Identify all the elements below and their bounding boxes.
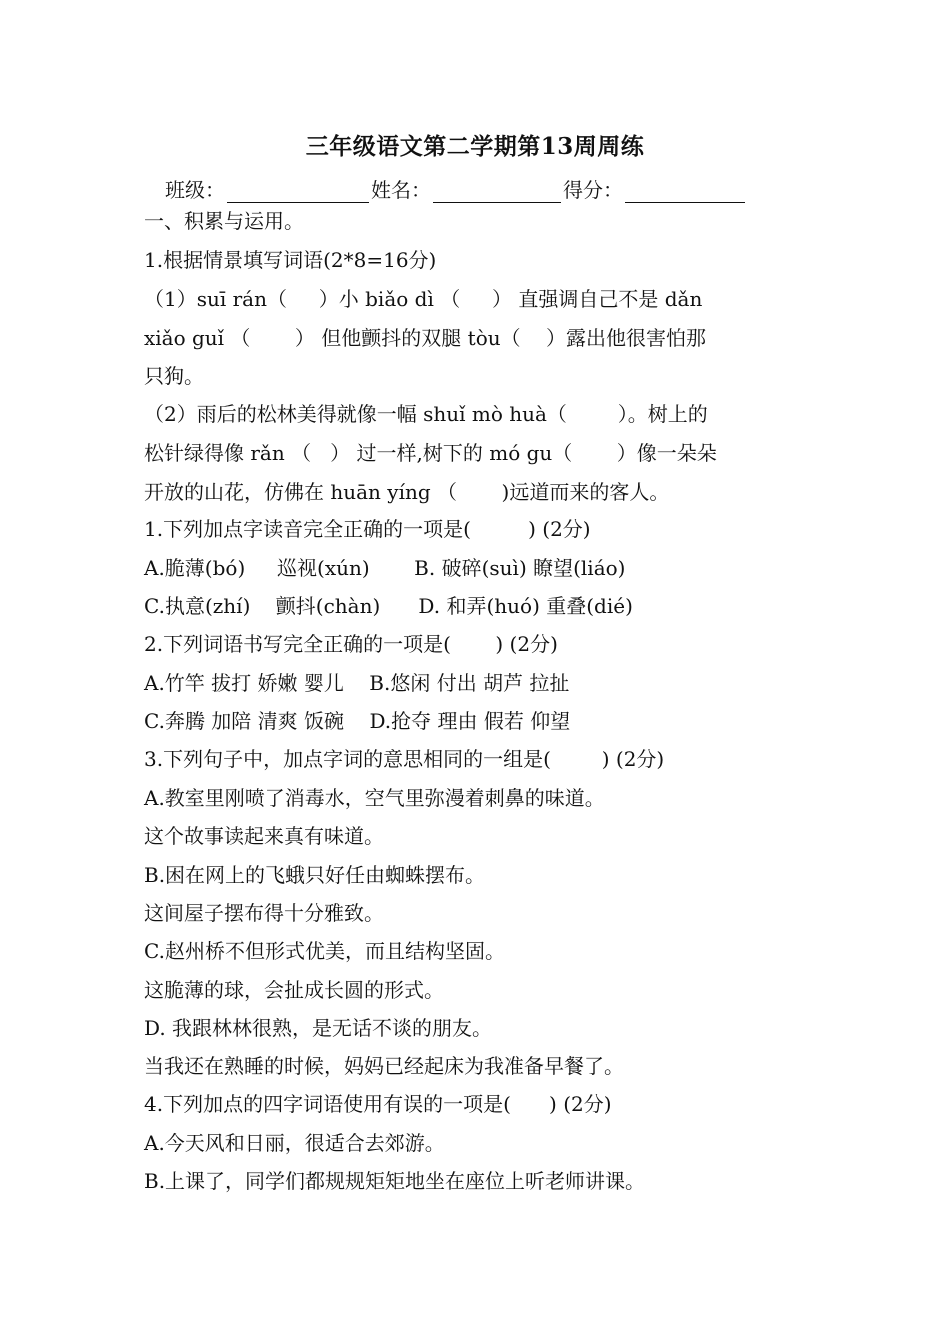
option-line: C.奔腾 加陪 清爽 饭碗 D.抢夺 理由 假若 仰望 — [144, 709, 571, 733]
question-text-line: 开放的山花，仿佛在 huān yíng （ )远道而来的客人。 — [144, 480, 670, 504]
option-line: C.赵州桥不但形式优美，而且结构坚固。 — [144, 939, 505, 963]
question-text-line: （2）雨后的松林美得就像一幅 shuǐ mò huà（ ）。树上的 — [144, 402, 708, 426]
question-heading: 3.下列句子中，加点字词的意思相同的一组是( ) (2分) — [144, 747, 665, 771]
option-line: A.教室里刚喷了消毒水，空气里弥漫着刺鼻的味道。 — [144, 786, 605, 810]
option-line: A.今天风和日丽，很适合去郊游。 — [144, 1131, 445, 1155]
option-line: 这脆薄的球，会扯成长圆的形式。 — [144, 978, 444, 1002]
option-line: 这间屋子摆布得十分雅致。 — [144, 901, 384, 925]
section-heading: 一、积累与运用。 — [144, 209, 304, 233]
student-info-row — [165, 174, 747, 203]
question-text-line: 只狗。 — [144, 364, 204, 388]
option-line: 这个故事读起来真有味道。 — [144, 824, 384, 848]
question-text-line: （1）suī rán（ ）小 biǎo dì （ ） 直强调自己不是 dǎn — [144, 287, 703, 311]
name-blank[interactable] — [433, 180, 561, 203]
question-heading: 1.根据情景填写词语(2*8=16分) — [144, 248, 437, 272]
option-line: D. 我跟林林很熟，是无话不谈的朋友。 — [144, 1016, 493, 1040]
option-line: A.竹竿 拔打 娇嫩 婴儿 B.悠闲 付出 胡芦 拉扯 — [144, 671, 570, 695]
option-line: B.困在网上的飞蛾只好任由蜘蛛摆布。 — [144, 863, 486, 887]
question-heading: 4.下列加点的四字词语使用有误的一项是( ) (2分) — [144, 1092, 612, 1116]
question-heading: 2.下列词语书写完全正确的一项是( ) (2分) — [144, 632, 558, 656]
score-label: 得分： — [563, 178, 623, 202]
option-line: A.脆薄(bó) 巡视(xún) B. 破碎(suì) 瞭望(liáo) — [144, 556, 626, 580]
question-text-line: 松针绿得像 rǎn （ ） 过一样,树下的 mó gu（ ）像一朵朵 — [144, 441, 717, 465]
class-blank[interactable] — [227, 180, 369, 203]
option-line: 当我还在熟睡的时候，妈妈已经起床为我准备早餐了。 — [144, 1054, 624, 1078]
score-blank[interactable] — [625, 180, 745, 203]
class-label: 班级： — [165, 178, 225, 202]
option-line: C.执意(zhí) 颤抖(chàn) D. 和弄(huó) 重叠(dié) — [144, 594, 633, 618]
question-heading: 1.下列加点字读音完全正确的一项是( ) (2分) — [144, 517, 591, 541]
name-label: 姓名： — [371, 178, 431, 202]
question-text-line: xiǎo guǐ （ ） 但他颤抖的双腿 tòu（ ）露出他很害怕那 — [144, 326, 707, 350]
page-title: 三年级语文第二学期第13周周练 — [305, 133, 645, 160]
option-line: B.上课了，同学们都规规矩矩地坐在座位上听老师讲课。 — [144, 1169, 646, 1193]
